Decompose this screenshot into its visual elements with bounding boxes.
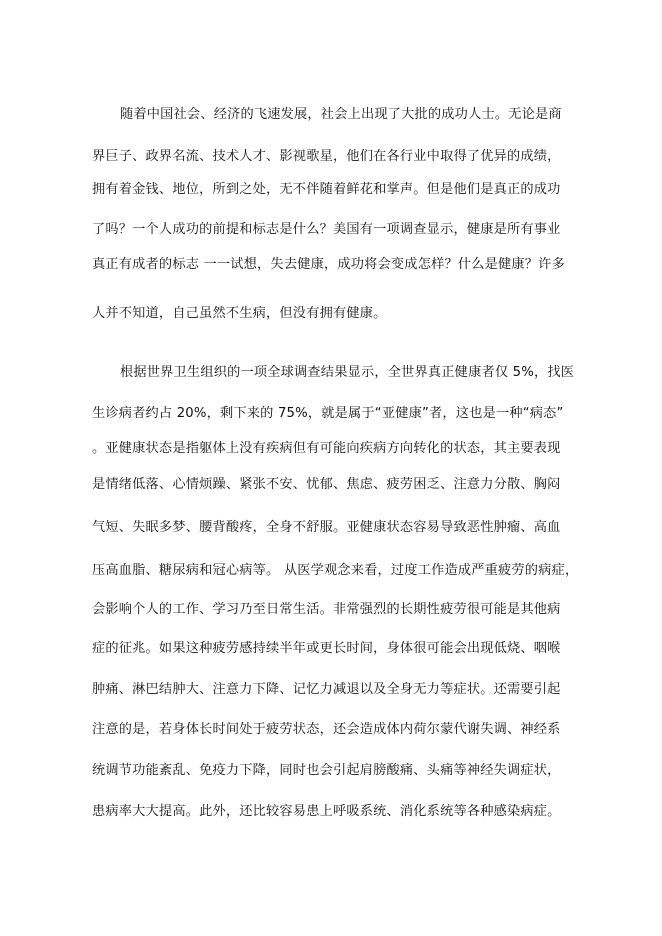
paragraph-2-line-10: 注意的是，若身体长时间处于疲劳状态，还会造成体内荷尔蒙代谢失调、神经系 (92, 722, 561, 737)
paragraph-2-line-11: 统调节功能紊乱、免疫力下降，同时也会引起肩膀酸痛、头痛等神经失调症状， (92, 763, 561, 778)
paragraph-2-line-1: 根据世界卫生组织的一项全球调查结果显示，全世界真正健康者仅 5%，找医 (120, 365, 575, 380)
paragraph-1-line-1: 随着中国社会、经济的飞速发展，社会上出现了大批的成功人士。无论是商 (120, 107, 562, 122)
paragraph-2-line-7: 会影响个人的工作、学习乃至日常生活。非常强烈的长期性疲劳很可能是其他病 (92, 602, 561, 617)
paragraph-2-line-6: 压高血脂、糖尿病和冠心病等。 从医学观念来看，过度工作造成严重疲劳的病症， (92, 563, 579, 578)
paragraph-2-line-4: 是情绪低落、心情烦躁、紧张不安、忧郁、焦虑、疲劳困乏、注意力分散、胸闷 (92, 477, 561, 492)
paragraph-1-line-5: 真正有成者的标志 一一试想，失去健康，成功将会变成怎样？什么是健康？许多 (92, 257, 565, 272)
paragraph-1-line-4: 了吗？一个人成功的前提和标志是什么？美国有一项调查显示，健康是所有事业 (92, 222, 561, 237)
paragraph-2-line-2: 生诊病者约占 20%，剩下来的 75%，就是属于“亚健康”者，这也是一种“病态” (92, 406, 564, 421)
paragraph-1-line-3: 拥有着金钱、地位，所到之处，无不伴随着鲜花和掌声。但是他们是真正的成功 (92, 182, 561, 197)
paragraph-2-line-9: 肿痛、淋巴结肿大、注意力下降、记忆力减退以及全身无力等症状。还需要引起 (92, 682, 561, 697)
paragraph-1-line-6: 人并不知道，自己虽然不生病，但没有拥有健康。 (92, 306, 387, 321)
paragraph-2-line-5: 气短、失眠多梦、腰背酸疼，全身不舒服。亚健康状态容易导致恶性肿瘤、高血 (92, 520, 561, 535)
paragraph-2-line-12: 患病率大大提高。此外，还比较容易患上呼吸系统、消化系统等各种感染病症。 (92, 804, 561, 819)
paragraph-2-line-3: 。亚健康状态是指躯体上没有疾病但有可能向疾病方向转化的状态，其主要表现 (92, 441, 561, 456)
paragraph-2-line-8: 症的征兆。如果这种疲劳感持续半年或更长时间，身体很可能会出现低烧、咽喉 (92, 641, 561, 656)
paragraph-1-line-2: 界巨子、政界名流、技术人才、影视歌星，他们在各行业中取得了优异的成绩， (92, 149, 561, 164)
